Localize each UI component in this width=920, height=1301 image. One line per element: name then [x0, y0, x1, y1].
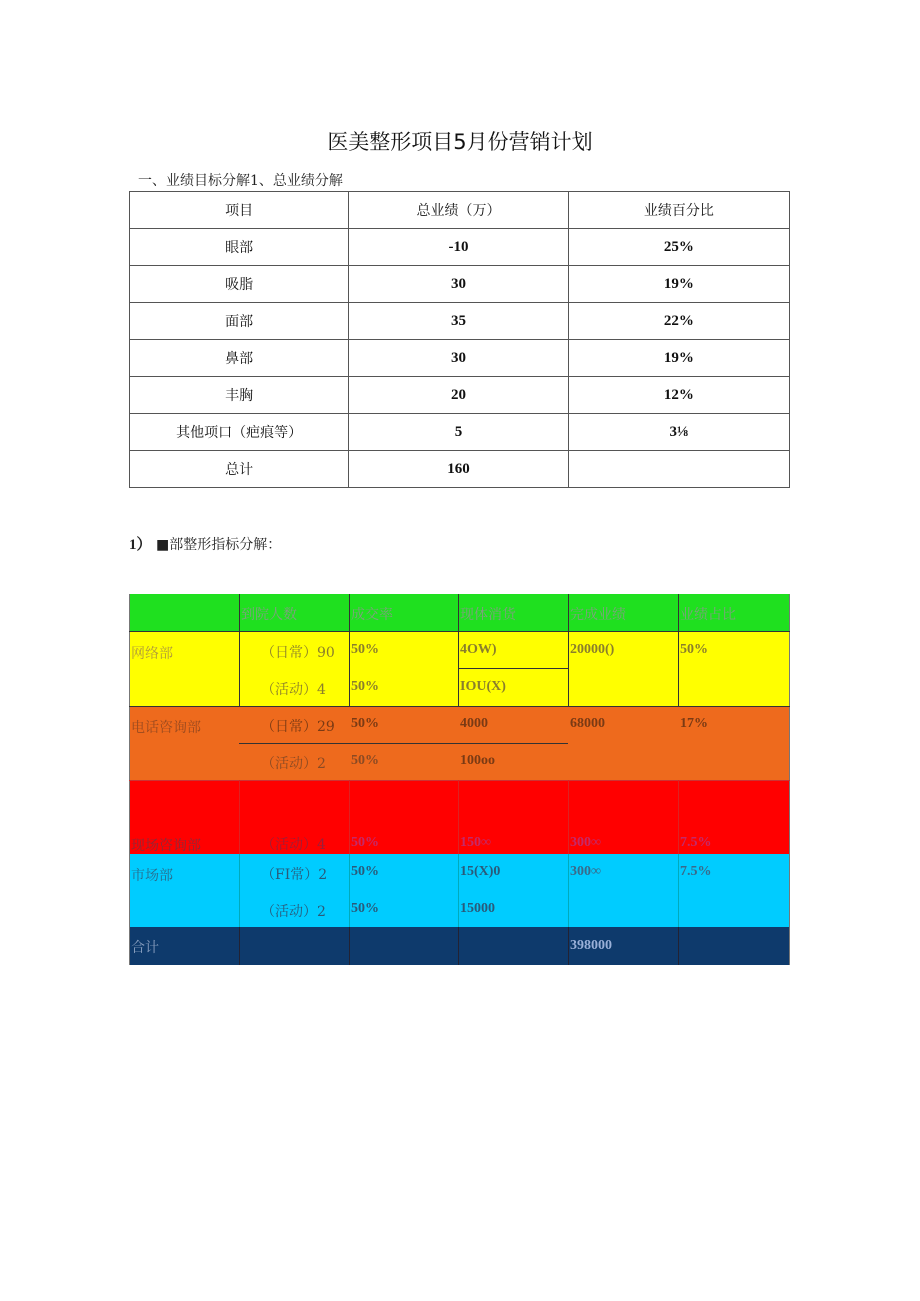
network-visitors-event: （活动）4 — [261, 682, 326, 698]
row-project: 其他项口（疤痕等） — [130, 414, 349, 451]
network-conversion-event: 50% — [351, 679, 379, 694]
phone-consumption-daily: 4000 — [460, 716, 488, 731]
market-conversion-event: 50% — [351, 901, 379, 916]
row-percent: 12% — [568, 377, 789, 414]
page-title: 医美整形项目5月份营销计划 — [327, 130, 593, 154]
table-total-row — [130, 451, 790, 488]
table-row — [130, 414, 790, 451]
row-project: 吸脂 — [130, 266, 349, 303]
sum-band — [129, 927, 790, 965]
row-project: 总计 — [130, 451, 349, 488]
section1-heading: 一、业绩目标分解1、总业绩分解 — [138, 173, 343, 189]
phone-dept: 电话咨询部 — [131, 720, 201, 736]
network-share: 50% — [680, 642, 708, 657]
market-share: 7.5% — [680, 864, 712, 879]
market-consumption-daily: 15(X)0 — [460, 864, 501, 879]
row-percent: 19% — [568, 340, 789, 377]
market-achieved: 300∞ — [570, 864, 601, 879]
market-visitors-daily: （FI常）2 — [261, 867, 328, 883]
section2-title: ■部整形指标分解： — [155, 537, 282, 553]
row-total: 30 — [349, 266, 568, 303]
row-total: 30 — [349, 340, 568, 377]
phone-consumption-event: 100oo — [460, 753, 495, 768]
market-visitors-event: （活动）2 — [261, 904, 326, 920]
table-row — [130, 229, 790, 266]
row-percent — [568, 451, 789, 488]
header-total: 总业绩（万） — [349, 192, 568, 229]
row-total: 20 — [349, 377, 568, 414]
header-conversion: 成交率 — [351, 607, 393, 623]
table-row — [130, 340, 790, 377]
row-total: 35 — [349, 303, 568, 340]
network-achieved: 20000() — [570, 642, 615, 657]
row-project: 面部 — [130, 303, 349, 340]
network-conversion-daily: 50% — [351, 642, 379, 657]
performance-breakdown-table — [129, 191, 790, 488]
sum-label: 合计 — [131, 940, 159, 956]
network-consumption-event: IOU(X) — [460, 679, 506, 694]
header-visitors: 到院人数 — [241, 607, 297, 623]
table-row — [130, 377, 790, 414]
onsite-achieved: 300∞ — [570, 835, 601, 850]
row-project: 眼部 — [130, 229, 349, 266]
row-percent: 22% — [568, 303, 789, 340]
network-consumption-daily: 4OW) — [460, 642, 497, 657]
market-consumption-event: 15000 — [460, 901, 495, 916]
phone-visitors-daily: （日常）29 — [261, 719, 335, 735]
row-project: 鼻部 — [130, 340, 349, 377]
row-total: 160 — [349, 451, 568, 488]
sum-achieved: 398000 — [570, 938, 612, 953]
section2-number: 1） — [129, 537, 152, 553]
header-share: 业绩占比 — [680, 607, 736, 623]
row-percent: 19% — [568, 266, 789, 303]
onsite-consumption-event: 150∞ — [460, 835, 491, 850]
row-total: 5 — [349, 414, 568, 451]
onsite-dept: 现场咨询部 — [131, 838, 201, 854]
table-row — [130, 266, 790, 303]
header-consumption: 现体消货 — [460, 607, 516, 623]
market-conversion-daily: 50% — [351, 864, 379, 879]
row-percent: 3⅛ — [568, 414, 789, 451]
onsite-share: 7.5% — [680, 835, 712, 850]
phone-conversion-event: 50% — [351, 753, 379, 768]
table-header-row — [130, 192, 790, 229]
phone-share: 17% — [680, 716, 708, 731]
row-percent: 25% — [568, 229, 789, 266]
network-dept: 网络部 — [131, 646, 173, 662]
table-row — [130, 303, 790, 340]
network-visitors-daily: （日常）90 — [261, 645, 335, 661]
onsite-visitors-event: （活动）4 — [261, 837, 326, 853]
department-breakdown-table — [129, 594, 790, 965]
market-dept: 市场部 — [131, 868, 173, 884]
header-achieved: 完成业绩 — [570, 607, 626, 623]
phone-achieved: 68000 — [570, 716, 605, 731]
phone-conversion-daily: 50% — [351, 716, 379, 731]
row-total: -10 — [349, 229, 568, 266]
section2-heading — [129, 533, 281, 554]
header-project: 项目 — [130, 192, 349, 229]
row-project: 丰胸 — [130, 377, 349, 414]
phone-visitors-event: （活动）2 — [261, 756, 326, 772]
header-percent: 业绩百分比 — [568, 192, 789, 229]
onsite-conversion-event: 50% — [351, 835, 379, 850]
